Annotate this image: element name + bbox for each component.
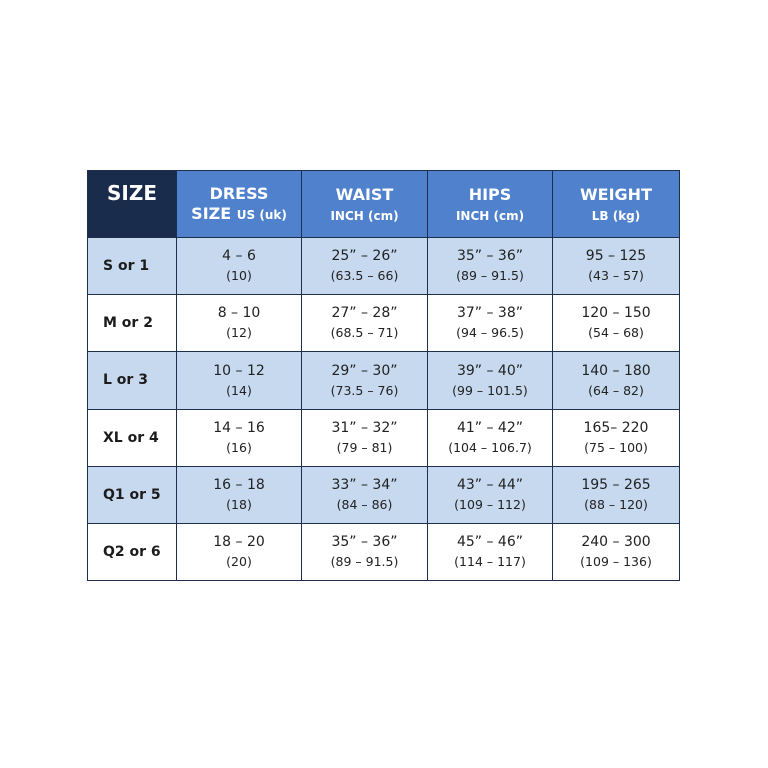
waist-cell [302,409,428,466]
waist-cm: (89 – 91.5) [330,554,399,570]
waist-cell [302,352,428,409]
weight-lb: 95 – 125 [585,248,647,265]
dress-cell [177,466,302,523]
hips-cm: (109 – 112) [454,496,526,512]
weight-header-units: LB (kg) [591,208,641,223]
hips-cell [428,523,553,580]
weight-header-title: WEIGHT [580,184,652,204]
dress-cell [177,295,302,352]
dress-cell [177,409,302,466]
hips-header [428,171,553,238]
waist-inch: 35” – 36” [331,534,398,551]
hips-inch: 45” – 46” [456,534,524,551]
waist-inch: 29” – 30” [331,362,398,379]
dress-us: 10 – 12 [213,362,265,379]
weight-kg: (88 – 120) [584,496,648,512]
waist-cell [302,238,428,295]
hips-cm: (114 – 117) [454,554,526,570]
waist-inch: 33” – 34” [331,476,398,493]
waist-header [302,171,428,238]
hips-cell [428,409,553,466]
hips-header-units: INCH (cm) [455,208,525,223]
table-row [88,523,680,580]
weight-lb: 195 – 265 [581,476,651,493]
dress-size-header [177,171,302,238]
size-chart-table [87,170,680,581]
weight-lb: 120 – 150 [581,305,651,322]
waist-cell [302,466,428,523]
waist-cm: (73.5 – 76) [330,382,399,398]
dress-uk: (16) [226,439,252,455]
waist-cell [302,295,428,352]
waist-inch: 25” – 26” [331,248,398,265]
weight-kg: (75 – 100) [584,439,648,455]
dress-header-units: US (uk) [236,208,287,223]
hips-inch: 43” – 44” [456,476,524,493]
dress-header-line1: DRESS [209,184,269,204]
hips-inch: 39” – 40” [456,362,524,379]
dress-us: 4 – 6 [222,248,256,265]
dress-cell [177,523,302,580]
waist-cm: (79 – 81) [336,439,393,455]
table-row [88,352,680,409]
dress-us: 18 – 20 [213,534,265,551]
waist-cm: (84 – 86) [336,496,393,512]
dress-uk: (12) [226,325,252,341]
waist-header-title: WAIST [335,184,394,204]
size-label: S or 1 [88,238,177,295]
weight-kg: (43 – 57) [588,268,644,284]
weight-kg: (64 – 82) [588,382,644,398]
table-row [88,409,680,466]
dress-uk: (18) [226,496,252,512]
waist-inch: 27” – 28” [331,305,398,322]
weight-cell [553,352,680,409]
dress-uk: (14) [226,382,252,398]
waist-cm: (63.5 – 66) [330,268,399,284]
waist-inch: 31” – 32” [331,419,398,436]
weight-header [553,171,680,238]
hips-inch: 35” – 36” [456,248,524,265]
hips-cm: (104 – 106.7) [448,439,532,455]
hips-cm: (89 – 91.5) [456,268,524,284]
weight-kg: (54 – 68) [588,325,644,341]
dress-us: 16 – 18 [213,476,265,493]
weight-lb: 140 – 180 [581,362,651,379]
waist-cell [302,523,428,580]
dress-header-line2 [191,204,287,223]
hips-inch: 41” – 42” [456,419,524,436]
weight-cell [553,523,680,580]
size-label: M or 2 [88,295,177,352]
waist-header-units: INCH (cm) [330,208,399,223]
dress-us: 8 – 10 [217,305,261,322]
size-label: Q2 or 6 [88,523,177,580]
waist-cm: (68.5 – 71) [330,325,399,341]
hips-cell [428,295,553,352]
hips-cell [428,466,553,523]
weight-cell [553,466,680,523]
weight-kg: (109 – 136) [580,554,652,570]
table-row [88,295,680,352]
dress-cell [177,238,302,295]
dress-uk: (20) [226,554,252,570]
hips-cm: (94 – 96.5) [456,325,524,341]
size-label: XL or 4 [88,409,177,466]
weight-cell [553,409,680,466]
dress-header-size: SIZE [191,204,232,224]
weight-cell [553,295,680,352]
size-label: Q1 or 5 [88,466,177,523]
dress-uk: (10) [226,268,252,284]
weight-cell [553,238,680,295]
weight-lb: 240 – 300 [581,534,651,551]
hips-inch: 37” – 38” [456,305,524,322]
dress-cell [177,352,302,409]
size-header: SIZE [88,171,177,238]
hips-cell [428,238,553,295]
dress-us: 14 – 16 [213,419,265,436]
header-row [88,171,680,238]
hips-cell [428,352,553,409]
size-label: L or 3 [88,352,177,409]
hips-header-title: HIPS [468,184,512,204]
table-row [88,466,680,523]
weight-lb: 165– 220 [583,419,649,436]
table-row [88,238,680,295]
hips-cm: (99 – 101.5) [452,382,528,398]
